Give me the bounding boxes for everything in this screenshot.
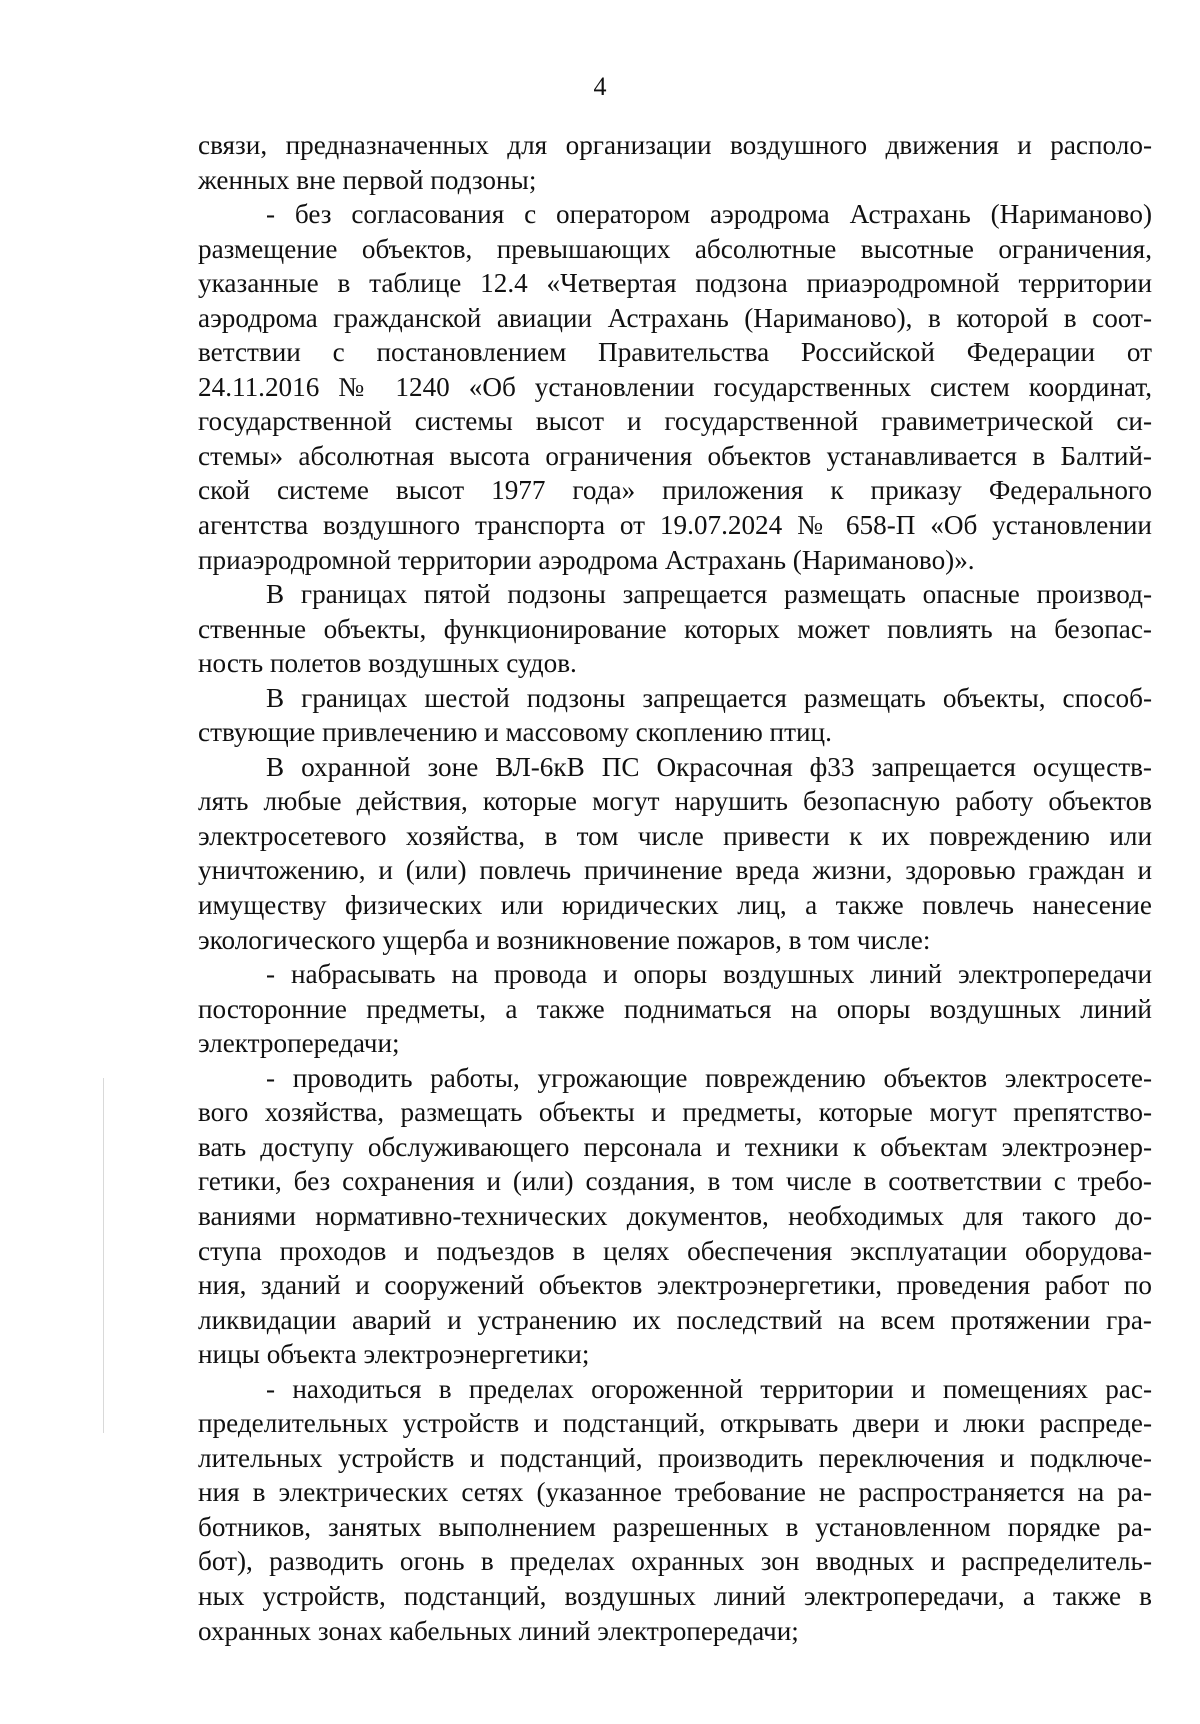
text-line: вого хозяйства, размещать объекты и предметы, которые могут препятство-	[198, 1097, 1152, 1128]
text-line: - набрасывать на провода и опоры воздушных линий электропередачи	[266, 959, 1152, 990]
page-number: 4	[593, 72, 607, 101]
text-line: ветствии с постановлением Правительства Российской Федерации от	[198, 337, 1152, 368]
text-line: ницы объекта электроэнергетики;	[198, 1339, 590, 1370]
text-line: ных устройств, подстанций, воздушных линий электропередачи, а также в	[198, 1580, 1152, 1611]
text-line: пределительных устройств и подстанций, открывать двери и люки распреде-	[198, 1408, 1152, 1439]
text-line: вать доступу обслуживающего персонала и техники к объектам электроэнер-	[198, 1131, 1152, 1162]
text-line: В границах шестой подзоны запрещается размещать объекты, способ-	[266, 682, 1152, 713]
text-line: бот), разводить огонь в пределах охранных зон вводных и распределитель-	[198, 1546, 1152, 1577]
text-line: ния, зданий и сооружений объектов электроэнергетики, проведения работ по	[198, 1270, 1152, 1301]
text-line: охранных зонах кабельных линий электропередачи;	[198, 1615, 799, 1646]
scan-margin-mark	[103, 1078, 104, 1433]
text-line: электросетевого хозяйства, в том числе привести к их повреждению или	[198, 820, 1152, 851]
text-line: связи, предназначенных для организации воздушного движения и располо-	[198, 130, 1152, 160]
text-line: ликвидации аварий и устранению их последствий на всем протяжении гра-	[198, 1304, 1152, 1335]
text-line: лять любые действия, которые могут нарушить безопасную работу объектов	[198, 786, 1152, 817]
text-line: экологического ущерба и возникновение пожаров, в том числе:	[198, 924, 931, 955]
text-line: ность полетов воздушных судов.	[198, 648, 577, 679]
text-line: ваниями нормативно-технических документов, необходимых для такого до-	[198, 1200, 1152, 1231]
text-line: 24.11.2016 № 1240 «Об установлении государственных систем координат,	[198, 371, 1152, 402]
text-line: уничтожению, и (или) повлечь причинение вреда жизни, здоровью граждан и	[198, 855, 1152, 886]
text-line: В охранной зоне ВЛ-6кВ ПС Окрасочная ф33 запрещается осуществ-	[266, 751, 1152, 782]
text-line: - проводить работы, угрожающие повреждению объектов электросете-	[266, 1062, 1152, 1093]
text-line: государственной системы высот и государственной гравиметрической си-	[198, 406, 1152, 437]
text-line: ния в электрических сетях (указанное требование не распространяется на ра-	[198, 1477, 1152, 1508]
text-line: аэродрома гражданской авиации Астрахань (Нариманово), в которой в соот-	[198, 302, 1152, 333]
text-line: В границах пятой подзоны запрещается размещать опасные производ-	[266, 579, 1152, 610]
text-line: указанные в таблице 12.4 «Четвертая подзона приаэродромной территории	[198, 268, 1152, 299]
text-line: женных вне первой подзоны;	[198, 164, 537, 195]
text-line: лительных устройств и подстанций, производить переключения и подключе-	[198, 1442, 1152, 1473]
text-line: ствующие привлечению и массовому скоплению птиц.	[198, 717, 832, 748]
text-line: приаэродромной территории аэродрома Астрахань (Нариманово)».	[198, 544, 975, 575]
text-line: электропередачи;	[198, 1028, 400, 1059]
text-line: агентства воздушного транспорта от 19.07.2024 № 658-П «Об установлении	[198, 510, 1152, 541]
text-line: ступа проходов и подъездов в целях обеспечения эксплуатации оборудова-	[198, 1235, 1152, 1266]
text-line: гетики, без сохранения и (или) создания, в том числе в соответствии с требо-	[198, 1166, 1152, 1197]
text-line: ской системе высот 1977 года» приложения к приказу Федерального	[198, 475, 1152, 506]
text-line: ботников, занятых выполнением разрешенных в установленном порядке ра-	[198, 1511, 1152, 1542]
text-line: размещение объектов, превышающих абсолютные высотные ограничения,	[198, 233, 1152, 264]
text-line: - находиться в пределах огороженной территории и помещениях рас-	[266, 1373, 1152, 1404]
document-body	[198, 128, 1152, 1648]
text-line: имуществу физических или юридических лиц, а также повлечь нанесение	[198, 890, 1152, 921]
text-line: ственные объекты, функционирование которых может повлиять на безопас-	[198, 613, 1152, 644]
text-line: стемы» абсолютная высота ограничения объектов устанавливается в Балтий-	[198, 440, 1152, 471]
text-line: посторонние предметы, а также подниматься на опоры воздушных линий	[198, 993, 1152, 1024]
text-line: - без согласования с оператором аэродрома Астрахань (Нариманово)	[266, 199, 1152, 230]
